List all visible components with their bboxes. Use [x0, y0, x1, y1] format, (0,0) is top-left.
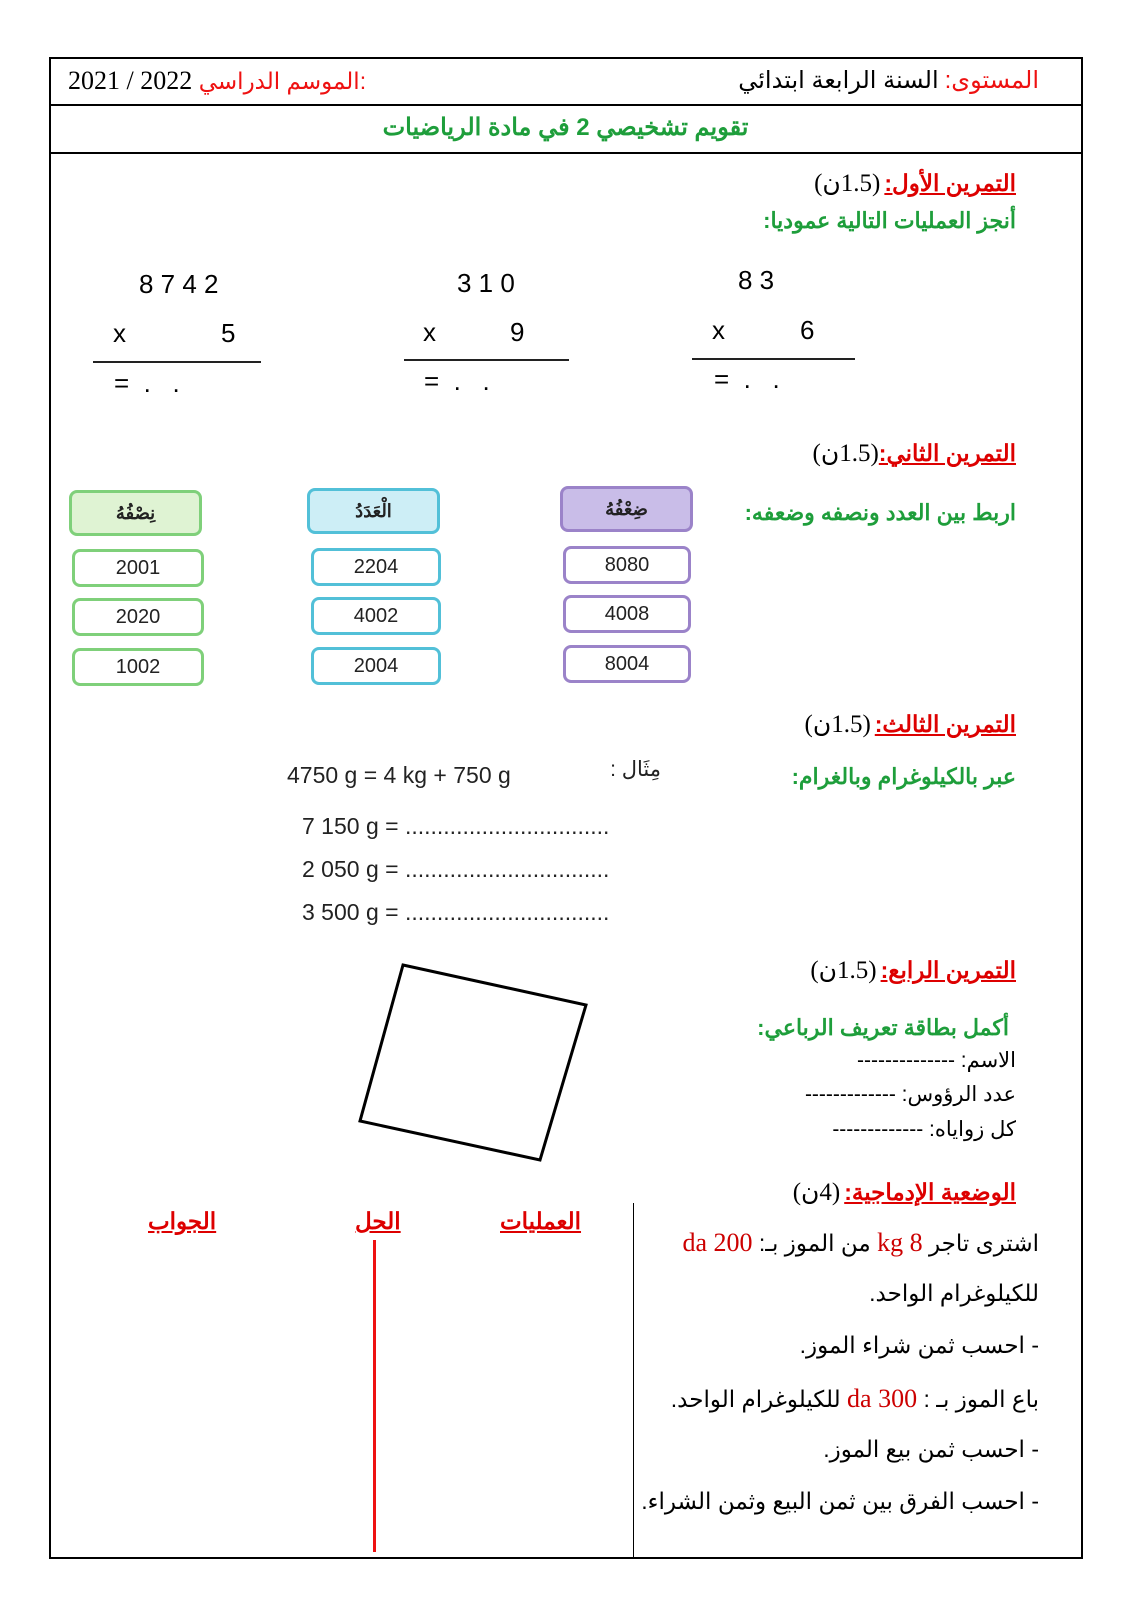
ex2-instruction: اربط بين العدد ونصفه وضعفه: [744, 500, 1016, 525]
level-info [738, 66, 1039, 95]
half-value[interactable]: 2020 [72, 598, 204, 636]
problem-line-3 [671, 1384, 1039, 1414]
ex1-label: التمرين الأول: [884, 170, 1016, 196]
ex3-label: التمرين الثالث: [874, 711, 1016, 737]
double-header: ضِعْفُهُ [560, 486, 693, 532]
ex2-heading [813, 438, 1016, 468]
half-value[interactable]: 2001 [72, 549, 204, 587]
operations-column-header: العمليات [500, 1208, 582, 1234]
half-header: نِصْفُهُ [69, 490, 202, 536]
conversion-item[interactable]: 7 150 g = ................................ [302, 813, 610, 839]
ex3-instruction: عبر بالكيلوغرام وبالغرام: [791, 764, 1016, 789]
op3-bottom: 5 [221, 318, 236, 348]
example-conversion: 4750 g = 4 kg + 750 g [287, 762, 511, 788]
conversion-item[interactable]: 2 050 g = ................................ [302, 856, 610, 882]
op2-top: 3 1 0 [457, 268, 515, 298]
ex4-heading [810, 955, 1016, 985]
season-value: 2021 / 2022 [68, 66, 193, 95]
double-value[interactable]: 8080 [563, 546, 691, 584]
double-value[interactable]: 8004 [563, 645, 691, 683]
number-header: الْعَدَدُ [307, 488, 440, 534]
ex3-points: (1.5ن) [804, 711, 871, 738]
sell-price-value: 300 da [847, 1384, 918, 1413]
problem-text: اشترى تاجر [928, 1230, 1039, 1256]
problem-text: باع الموز بـ : [923, 1386, 1039, 1412]
problem-text: للكيلوغرام الواحد. [670, 1386, 841, 1412]
example-label: مِثَال : [610, 758, 661, 781]
question-2: - احسب ثمن بيع الموز. [823, 1436, 1039, 1462]
number-value[interactable]: 4002 [311, 597, 441, 635]
integration-points: (4ن) [792, 1179, 841, 1206]
op2-line [404, 359, 569, 361]
problem-line-1 [682, 1228, 1039, 1258]
integration-heading [793, 1177, 1016, 1207]
title-divider [49, 152, 1083, 154]
ex2-points: (1.5ن) [812, 440, 879, 467]
answer-area-divider [633, 1203, 634, 1559]
conversion-item[interactable]: 3 500 g = ................................ [302, 899, 610, 925]
half-value[interactable]: 1002 [72, 648, 204, 686]
season-label: الموسم الدراسي: [198, 68, 367, 94]
solution-column-header: الحل [355, 1208, 401, 1234]
op2-result: = . . [424, 366, 490, 396]
ex4-points: (1.5ن) [810, 957, 877, 984]
card-angles-field[interactable]: كل زواياه: ------------- [832, 1118, 1016, 1141]
op1-bottom: 6 [800, 315, 815, 345]
season-info [68, 66, 366, 96]
integration-label: الوضعية الإدماجية: [844, 1179, 1016, 1205]
ex1-instruction: أنجز العمليات التالية عموديا: [763, 208, 1016, 233]
ex4-label: التمرين الرابع: [880, 957, 1016, 983]
problem-text: من الموز بـ: [758, 1230, 871, 1256]
quadrilateral-figure [350, 955, 590, 1170]
solution-divider-line [373, 1240, 376, 1552]
exam-title: تقويم تشخيصي 2 في مادة الرياضيات [382, 114, 749, 141]
op2-sign: x [423, 317, 436, 347]
op3-line [93, 361, 261, 363]
header-divider [49, 104, 1083, 106]
op2-bottom: 9 [510, 317, 525, 347]
level-value: السنة الرابعة ابتدائي [738, 67, 939, 94]
buy-price-value: 200 da [682, 1228, 753, 1257]
answer-column-header: الجواب [148, 1208, 217, 1234]
double-value[interactable]: 4008 [563, 595, 691, 633]
op3-result: = . . [114, 368, 180, 398]
ex1-heading [814, 168, 1016, 198]
quadrilateral-shape [360, 965, 586, 1160]
question-1: - احسب ثمن شراء الموز. [799, 1332, 1039, 1358]
op1-sign: x [712, 315, 725, 345]
op1-line [692, 358, 855, 360]
number-value[interactable]: 2204 [311, 548, 441, 586]
card-name-field[interactable]: الاسم: -------------- [857, 1049, 1016, 1072]
op3-top: 8 7 4 2 [139, 269, 219, 299]
question-3: - احسب الفرق بين ثمن البيع وثمن الشراء. [641, 1488, 1039, 1514]
op1-top: 8 3 [738, 265, 775, 295]
ex4-instruction: أكمل بطاقة تعريف الرباعي: [757, 1015, 1009, 1040]
problem-line-2: للكيلوغرام الواحد. [869, 1280, 1039, 1306]
op3-sign: x [113, 318, 126, 348]
ex3-heading [805, 709, 1017, 739]
op1-result: = . . [714, 364, 780, 394]
quantity-value: 8 kg [877, 1228, 923, 1257]
card-vertices-field[interactable]: عدد الرؤوس: ------------- [804, 1083, 1016, 1106]
ex2-label: التمرين الثاني: [878, 440, 1016, 466]
level-label: المستوى: [944, 67, 1039, 94]
ex1-points: (1.5ن) [814, 170, 881, 197]
number-value[interactable]: 2004 [311, 647, 441, 685]
